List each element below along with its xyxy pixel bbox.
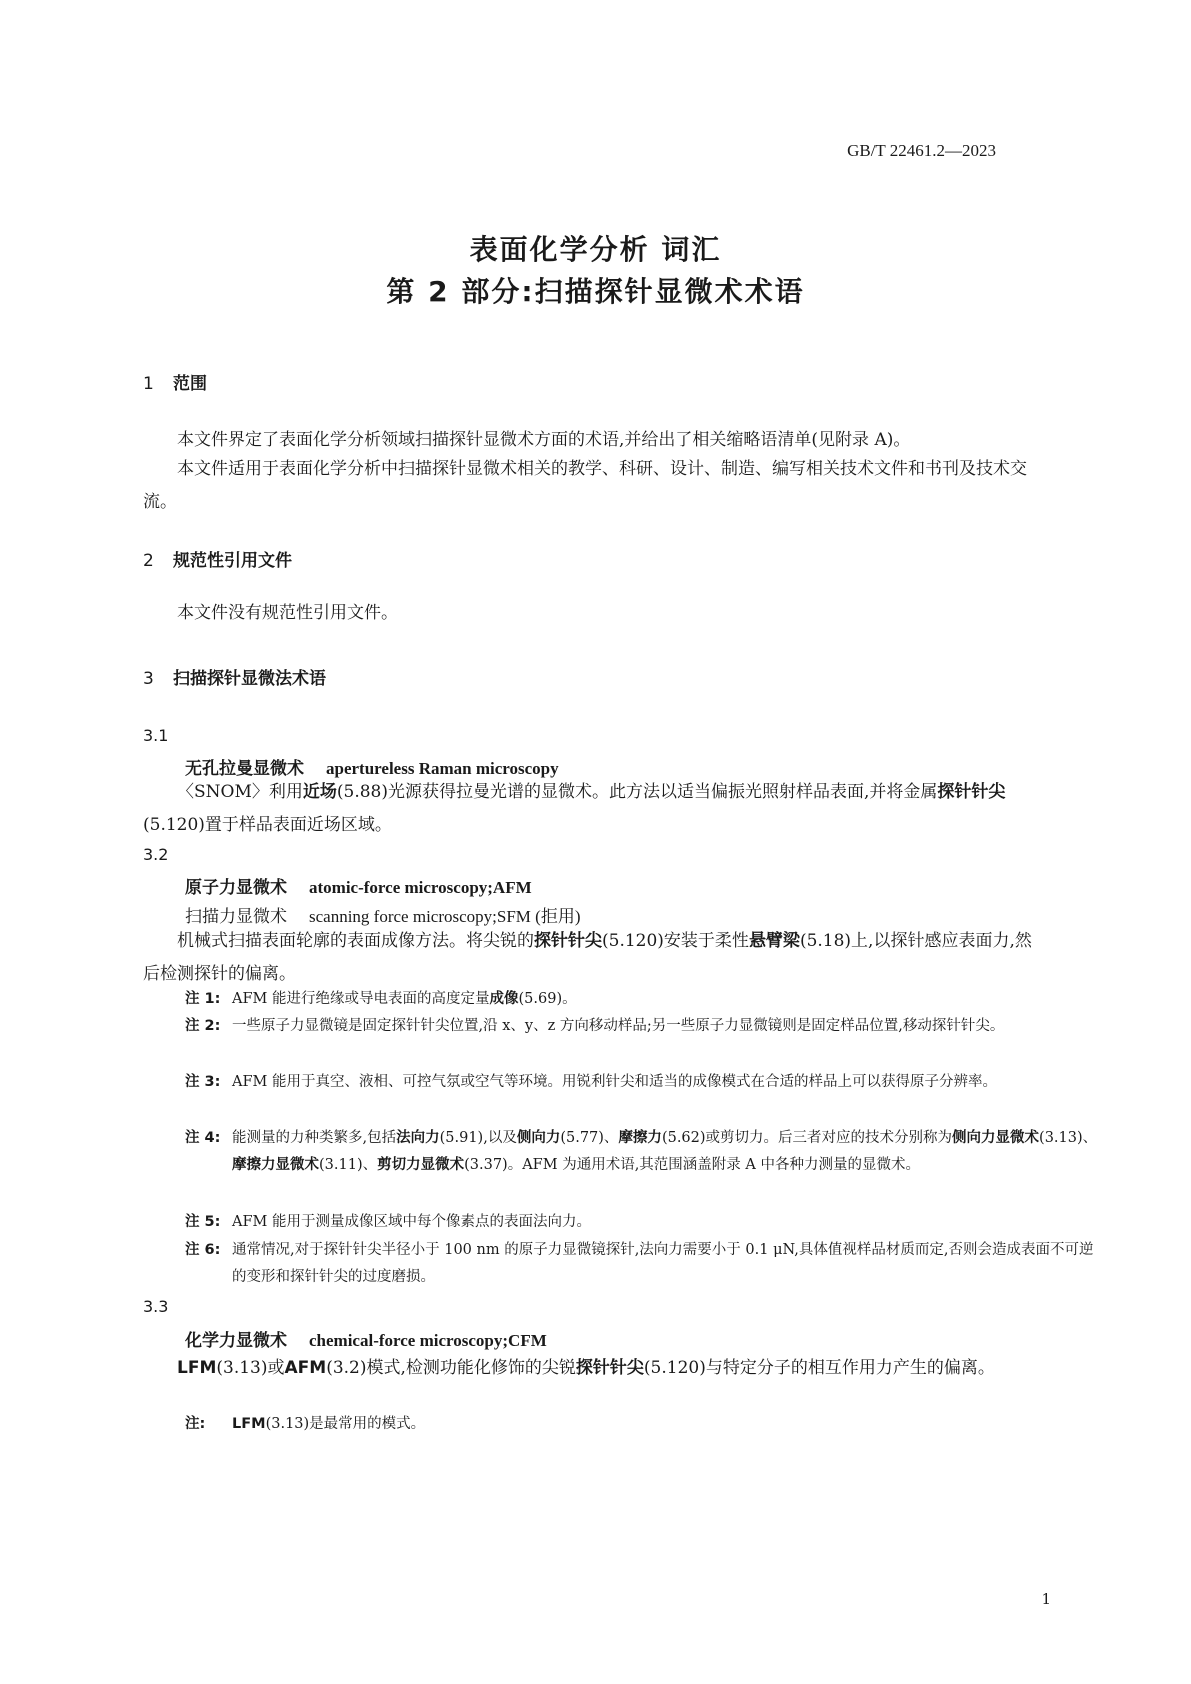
term-reference: 摩擦力显微术	[232, 1157, 319, 1173]
text-run: (5.62)或剪切力。后三者对应的技术分别称为	[661, 1130, 953, 1146]
text-run: (5.77)、	[560, 1130, 619, 1146]
term-english: scanning force microscopy;SFM (拒用)	[309, 907, 581, 926]
scope-paragraph-2: 本文件适用于表面化学分析中扫描探针显微术相关的教学、科研、设计、制造、编写相关技术文件和书刊及技术交流。	[143, 459, 1027, 512]
text-run: 〈SNOM〉利用	[177, 782, 303, 802]
clause-number: 3.1	[143, 726, 169, 745]
note-label: 注 6:	[185, 1242, 221, 1258]
term-reference: 法向力	[396, 1130, 440, 1146]
text-run: (5.120)安装于柔性	[602, 931, 749, 951]
term-definition	[143, 1352, 1048, 1385]
text-run: (5.91),以及	[439, 1130, 517, 1146]
clause-number: 3.2	[143, 845, 169, 864]
normative-references-paragraph: 本文件没有规范性引用文件。	[177, 603, 398, 623]
section-3-heading	[143, 664, 326, 689]
term-reference: 悬臂梁	[748, 931, 800, 951]
text-run: (3.13)或	[216, 1358, 285, 1378]
section-title: 范围	[173, 374, 207, 394]
text-run: (3.11)、	[319, 1157, 378, 1173]
text-run: (3.13)、	[1039, 1130, 1098, 1146]
term-reference: 近场	[302, 782, 337, 802]
note	[185, 1125, 1098, 1179]
text-run: (5.18)上,以探针感应表面力,然后检测探针的偏离。	[143, 931, 1032, 984]
term-chinese: 化学力显微术	[185, 1331, 287, 1351]
term-english: atomic-force microscopy;AFM	[309, 878, 532, 897]
text-run: 一些原子力显微镜是固定探针针尖位置,沿 x、y、z 方向移动样品;另一些原子力显微镜则是固定样品位置,移动探针针尖。	[232, 1018, 1005, 1034]
section-2-heading	[143, 546, 292, 571]
term-entry	[185, 873, 532, 898]
term-reference: 侧向力显微术	[952, 1130, 1040, 1146]
section-number: 2	[143, 551, 154, 571]
note-label: 注 4:	[185, 1130, 221, 1146]
term-chinese: 无孔拉曼显微术	[185, 759, 304, 779]
term-chinese: 原子力显微术	[185, 878, 287, 898]
term-english: chemical-force microscopy;CFM	[309, 1331, 547, 1350]
page-number: 1	[1041, 1590, 1051, 1608]
clause-number: 3.3	[143, 1297, 169, 1316]
text-run: AFM 能用于测量成像区域中每个像素点的表面法向力。	[232, 1214, 591, 1230]
section-number: 1	[143, 374, 154, 394]
text-run: (5.120)与特定分子的相互作用力产生的偏离。	[643, 1358, 995, 1378]
text-run: (3.2)模式,检测功能化修饰的尖锐	[326, 1358, 576, 1378]
term-english: apertureless Raman microscopy	[326, 759, 559, 778]
term-reference: 侧向力	[516, 1130, 561, 1146]
text-run: 机械式扫描表面轮廓的表面成像方法。将尖锐的	[177, 931, 534, 951]
term-reference: AFM	[284, 1358, 327, 1378]
term-reference: 探针针尖	[575, 1358, 644, 1378]
text-run: AFM 能进行绝缘或导电表面的高度定量	[232, 991, 490, 1007]
document-number: GB/T 22461.2—2023	[847, 141, 996, 160]
term-definition	[143, 925, 1048, 991]
term-reference: 摩擦力	[618, 1130, 662, 1146]
text-run: (5.88)光源获得拉曼光谱的显微术。此方法以适当偏振光照射样品表面,并将金属	[336, 782, 938, 802]
note-label: 注:	[185, 1416, 206, 1432]
term-reference: LFM	[232, 1416, 266, 1432]
text-run: (3.37)。AFM 为通用术语,其范围涵盖附录 A 中各种力测量的显微术。	[464, 1157, 920, 1173]
term-entry	[185, 1326, 547, 1351]
section-1-heading	[143, 369, 207, 394]
note	[185, 1209, 1098, 1236]
note-label: 注 5:	[185, 1214, 221, 1230]
text-run: (3.13)是最常用的模式。	[265, 1416, 426, 1432]
note	[185, 1069, 1098, 1096]
term-reference: 剪切力显微术	[377, 1157, 465, 1173]
text-run: 能测量的力种类繁多,包括	[232, 1130, 397, 1146]
term-chinese: 扫描力显微术	[185, 907, 287, 927]
note	[185, 1237, 1098, 1291]
note-label: 注 2:	[185, 1018, 221, 1034]
note-label: 注 3:	[185, 1074, 221, 1090]
term-definition	[143, 776, 1048, 842]
term-reference: LFM	[177, 1358, 217, 1378]
text-run: (5.69)。	[518, 991, 577, 1007]
text-run: 通常情况,对于探针针尖半径小于 100 nm 的原子力显微镜探针,法向力需要小于 0.1 μN,具体值视样品材质而定,否则会造成表面不可逆的变形和探针针尖的过度磨损。	[232, 1242, 1094, 1285]
note	[185, 1013, 1098, 1040]
note	[185, 1411, 1098, 1438]
term-reference: 探针针尖	[937, 782, 1006, 802]
text-run: (5.120)置于样品表面近场区域。	[143, 815, 392, 835]
term-reference: 成像	[489, 991, 519, 1007]
section-title: 规范性引用文件	[173, 551, 292, 571]
term-deprecated-synonym	[185, 902, 580, 927]
text-run: AFM 能用于真空、液相、可控气氛或空气等环境。用锐利针尖和适当的成像模式在合适的样品上可以获得原子分辨率。	[232, 1074, 997, 1090]
term-reference: 探针针尖	[534, 931, 602, 951]
title-line-1: 表面化学分析 词汇	[469, 233, 722, 266]
note	[185, 986, 1098, 1013]
section-title: 扫描探针显微法术语	[173, 669, 326, 689]
note-label: 注 1:	[185, 991, 221, 1007]
scope-paragraph-1: 本文件界定了表面化学分析领域扫描探针显微术方面的术语,并给出了相关缩略语清单(见附录 A)。	[177, 430, 911, 450]
section-number: 3	[143, 669, 154, 689]
title-line-2: 第 2 部分:扫描探针显微术术语	[386, 275, 805, 308]
